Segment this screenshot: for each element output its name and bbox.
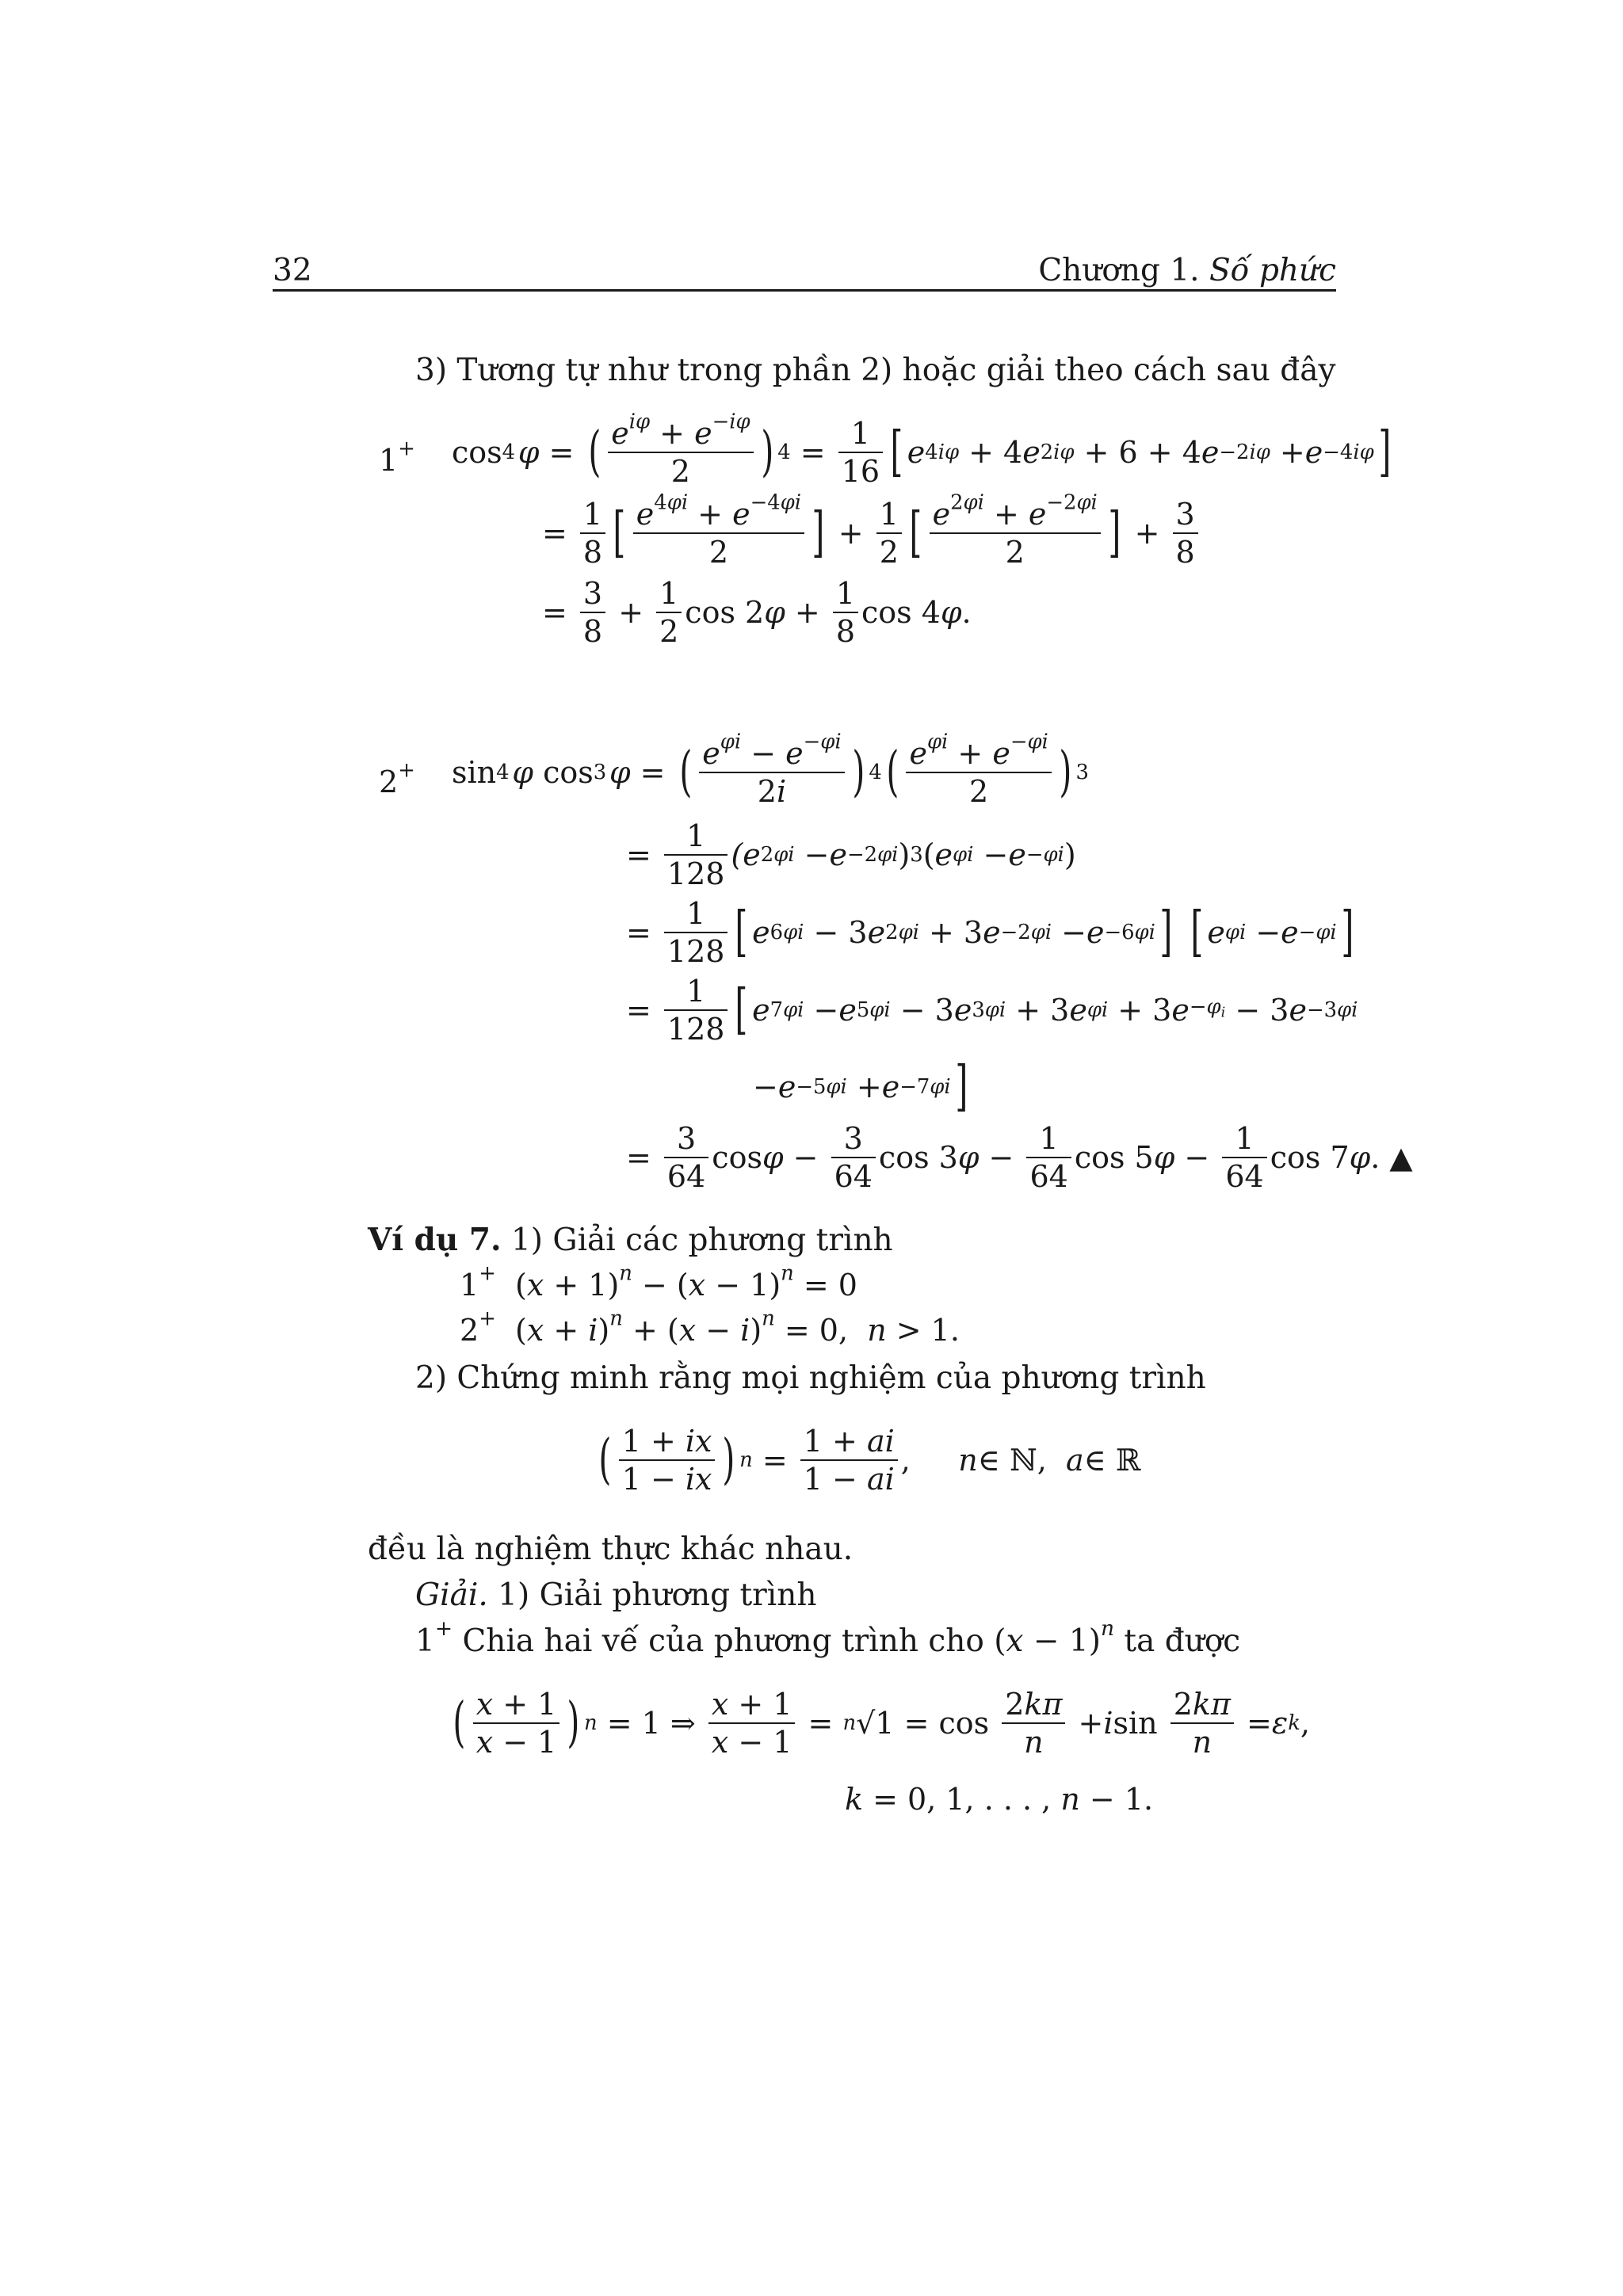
solution-equation-line2: k = 0, 1, . . . , n − 1.	[845, 1782, 1154, 1817]
part1-line2: = $\frac{1}{8}$ [ $\frac{e^{4\varphi i} + e^{-4\varphi i}}{2}$ ] + $\frac{1}{2}$ [ $\frac{e^{2\varphi i} + e^{-2\varphi i}}{2}$ ] + $\frac{3}{8}$	[542, 499, 1201, 567]
running-header	[1038, 255, 1336, 286]
example7-task2-end: đều là nghiệm thực khác nhau.	[368, 1531, 854, 1567]
page-number: 32	[273, 253, 312, 288]
solution-equation-line1: ( $\frac{x + 1}{x - 1}$ ) n = 1 ⇒ $\frac{x + 1}{x - 1}$ = n √1 = cos $\frac{2k\pi}{n}$ + i sin $\frac{2k\pi}{n}$ = ε k ,	[453, 1687, 1311, 1760]
example7-heading-line	[368, 1222, 893, 1258]
solution-step1a: 1+ Chia hai vế của phương trình cho $(x - 1)^n$ ta được	[415, 1616, 1241, 1659]
part1-line1: cos 4 φ = ( $\frac{e^{i\varphi} + e^{-i\varphi}}{2}$ ) 4 = $\frac{1}{16}$ [ e 4iφ + 4 e 2iφ + 6 + 4 e −2iφ + e −4iφ ]	[452, 410, 1392, 489]
example7-task2: 2) Chứng minh rằng mọi nghiệm của phương trình	[415, 1360, 1206, 1396]
example7-task1: 1) Giải các phương trình	[510, 1222, 893, 1258]
solution-label: Giải.	[415, 1577, 488, 1613]
part2-label: 2+	[379, 758, 415, 799]
part2-line5: − e −5φi + e −7φi ]	[753, 1055, 968, 1118]
chapter-label: Chương 1.	[1038, 253, 1200, 288]
part2-line3: = $\frac{1}{128}$ [ e 6φi − 3 e 2φi + 3 e −2φi − e −6φi ] [ e φi − e −φi ]	[626, 896, 1354, 969]
example7-eq2: 2+ $(x + i)^n + (x - i)^n = 0$, n > 1.	[460, 1306, 960, 1348]
intro-line: 3) Tương tự như trong phần 2) hoặc giải theo cách sau đây	[415, 353, 1336, 388]
part2-line2: = $\frac{1}{128}$ (e 2φi − e −2φi ) 3 ( e φi − e −φi )	[626, 818, 1076, 891]
chapter-title: Số phức	[1209, 253, 1336, 288]
part2-line4: = $\frac{1}{128}$ [ e 7φi − e 5φi − 3 e 3φi + 3 e φi + 3 e $-\varphi_i$ − 3 e −3φi	[626, 974, 1358, 1047]
end-proof-triangle-icon: ▲	[1389, 1140, 1413, 1175]
solution-heading-line	[415, 1577, 817, 1613]
example7-heading: Ví dụ 7.	[368, 1222, 502, 1258]
part2-line1: sin 4 φ cos 3 φ = ( $\frac{e^{\varphi i} - e^{-\varphi i}}{2i}$ ) 4 ( $\frac{e^{\varphi i} + e^{-\varphi i}}{2}$ ) 3	[452, 730, 1089, 809]
solution-step1: 1) Giải phương trình	[498, 1577, 817, 1613]
header-rule	[273, 289, 1336, 292]
example7-display-equation: ( $\frac{1 + ix}{1 - ix}$ ) n = $\frac{1 + ai}{1 - ai}$ , n ∈ ℕ, a ∈ ℝ	[598, 1424, 1141, 1497]
example7-eq1: 1+ $(x + 1)^n - (x - 1)^n = 0$	[460, 1261, 857, 1302]
part1-line3: = $\frac{3}{8}$ + $\frac{1}{2}$ cos 2 φ + $\frac{1}{8}$ cos 4 φ .	[542, 576, 972, 649]
part1-label: 1+	[379, 437, 415, 478]
part2-line6: = $\frac{3}{64}$ cos φ − $\frac{3}{64}$ cos 3 φ − $\frac{1}{64}$ cos 5 φ − $\frac{1}{64}$ cos 7 φ . ▲	[626, 1121, 1413, 1194]
